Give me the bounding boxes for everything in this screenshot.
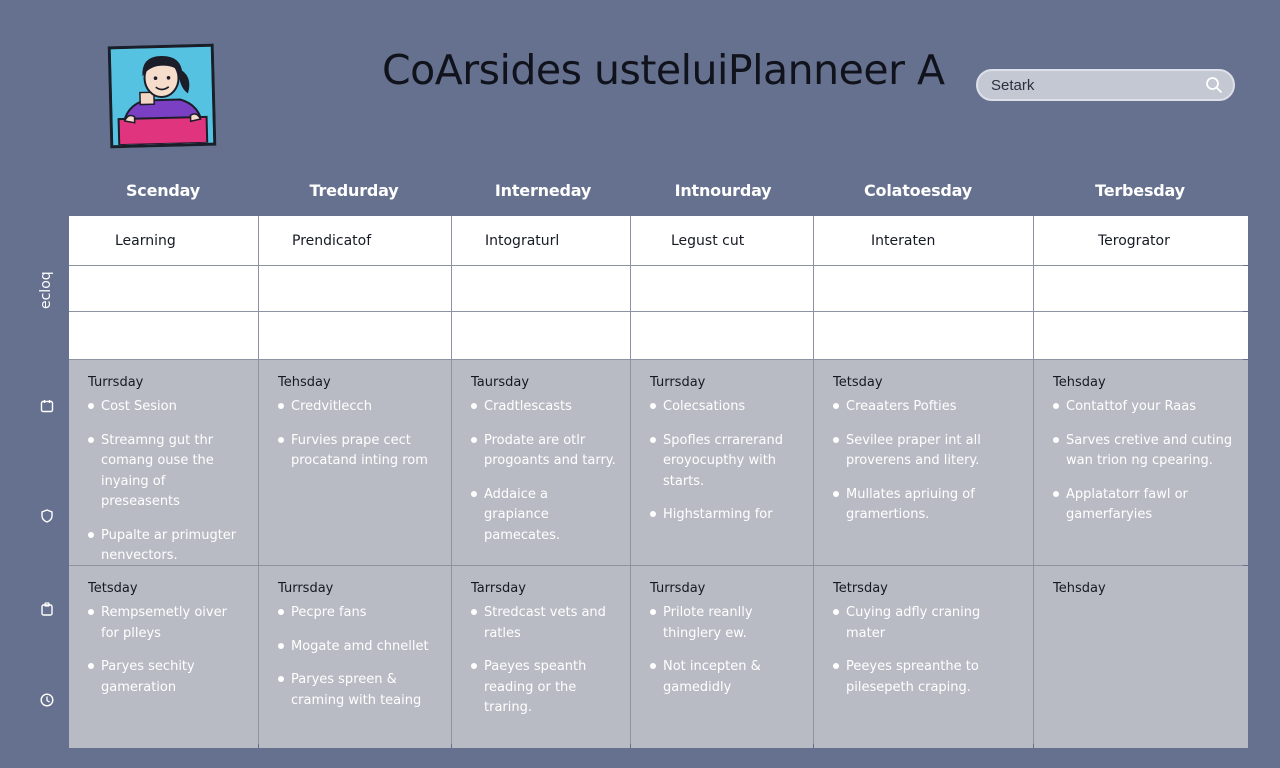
search-input[interactable] xyxy=(989,76,1205,95)
list-item[interactable] xyxy=(88,397,244,418)
list-item[interactable] xyxy=(833,657,1019,698)
empty-slot[interactable] xyxy=(1034,266,1248,311)
list-item[interactable] xyxy=(278,431,437,472)
empty-slot[interactable] xyxy=(452,312,630,359)
category-cell[interactable] xyxy=(452,216,630,265)
list-item[interactable] xyxy=(471,431,616,472)
bullet xyxy=(833,609,839,615)
bullet xyxy=(88,663,94,669)
bullet xyxy=(471,663,477,669)
bullet xyxy=(88,403,94,409)
bullet xyxy=(833,437,839,443)
item-text: Cost Sesion xyxy=(101,399,177,414)
item-text: Prodate are otlr progoants and tarry. xyxy=(484,432,616,468)
bullet xyxy=(88,437,94,443)
bullet xyxy=(833,403,839,409)
bullet xyxy=(1053,437,1059,443)
schedule-cell[interactable] xyxy=(631,360,813,565)
clock-icon[interactable] xyxy=(39,692,55,708)
bullet xyxy=(471,403,477,409)
schedule-cell[interactable] xyxy=(259,360,451,565)
list-item[interactable] xyxy=(833,485,1019,526)
bullet xyxy=(278,643,284,649)
list-item[interactable] xyxy=(1053,485,1234,526)
schedule-cell[interactable] xyxy=(452,566,630,748)
bullet xyxy=(278,609,284,615)
cell-day-label: Turrsday xyxy=(650,581,706,596)
empty-slot[interactable] xyxy=(631,266,813,311)
schedule-cell[interactable] xyxy=(1034,566,1248,748)
bullet xyxy=(650,403,656,409)
avatar-illustration xyxy=(111,47,213,146)
schedule-cell[interactable] xyxy=(1034,360,1248,565)
item-text: Colecsations xyxy=(663,399,746,414)
cell-day-label: Tehsday xyxy=(1053,375,1106,390)
list-item[interactable] xyxy=(833,603,1019,644)
cell-day-label: Turrsday xyxy=(88,375,144,390)
item-text: Pecpre fans xyxy=(291,605,367,620)
list-item[interactable] xyxy=(278,670,437,711)
item-text: Contattof your Raas xyxy=(1066,399,1197,414)
cell-day-label: Turrsday xyxy=(278,581,334,596)
day-header[interactable]: Colatoesday xyxy=(863,181,973,200)
item-text: Sevilee praper int all proverens and litery. xyxy=(846,432,981,468)
list-item[interactable] xyxy=(650,397,799,418)
empty-slot[interactable] xyxy=(69,312,258,359)
clipboard-icon[interactable] xyxy=(39,601,55,617)
bullet xyxy=(650,511,656,517)
item-text: Rempsemetly oiver for plleys xyxy=(101,605,227,641)
item-text: Peeyes spreanthe to pilesepeth craping. xyxy=(846,659,979,695)
side-rail xyxy=(30,258,66,738)
category-label: Legust cut xyxy=(671,232,745,249)
list-item[interactable] xyxy=(278,397,437,418)
planner-grid xyxy=(69,216,1243,744)
day-header[interactable]: Intnourday xyxy=(674,181,772,200)
bullet xyxy=(833,491,839,497)
list-item[interactable] xyxy=(471,603,616,644)
schedule-cell[interactable] xyxy=(69,360,258,565)
cell-day-label: Tetsday xyxy=(833,375,883,390)
avatar[interactable] xyxy=(108,44,217,149)
category-cell[interactable] xyxy=(631,216,813,265)
bullet xyxy=(650,609,656,615)
item-text: Stredcast vets and ratles xyxy=(484,605,606,641)
cell-day-label: Tehsday xyxy=(1053,581,1106,596)
item-text: Pupalte ar primugter nenvectors. xyxy=(101,527,237,563)
schedule-cell[interactable] xyxy=(452,360,630,565)
list-item[interactable] xyxy=(471,485,616,547)
bullet xyxy=(88,609,94,615)
bullet xyxy=(278,403,284,409)
cell-day-label: Turrsday xyxy=(650,375,706,390)
cell-day-label: Tetrsday xyxy=(833,581,888,596)
bullet xyxy=(471,491,477,497)
bullet xyxy=(1053,491,1059,497)
category-cell[interactable] xyxy=(69,216,258,265)
app-title: CoArsides usteluiPlanneer A xyxy=(382,46,945,94)
bullet xyxy=(278,437,284,443)
day-header-row xyxy=(69,181,1243,205)
day-header[interactable]: Interneday xyxy=(494,181,592,200)
schedule-cell[interactable] xyxy=(69,566,258,748)
cell-day-label: Taursday xyxy=(471,375,530,390)
list-item[interactable] xyxy=(278,637,437,658)
day-header[interactable]: Terbesday xyxy=(1095,181,1185,200)
empty-slot[interactable] xyxy=(452,266,630,311)
calendar-icon[interactable] xyxy=(39,398,55,414)
cell-day-label: Tarrsday xyxy=(471,581,526,596)
item-text: Mogate amd chnellet xyxy=(291,638,429,654)
category-label: Intograturl xyxy=(485,232,560,249)
empty-slot[interactable] xyxy=(1034,312,1248,359)
schedule-cell[interactable] xyxy=(631,566,813,748)
list-item[interactable] xyxy=(833,431,1019,472)
list-item[interactable] xyxy=(88,431,244,513)
bullet xyxy=(471,609,477,615)
item-text: Not incepten & gamedidly xyxy=(663,659,761,695)
list-item[interactable] xyxy=(1053,397,1234,418)
item-text: Highstarming for xyxy=(663,507,773,522)
item-text: Furvies prape cect procatand inting rom xyxy=(291,432,428,468)
bullet xyxy=(278,676,284,682)
shield-icon[interactable] xyxy=(39,508,55,524)
bullet xyxy=(471,437,477,443)
category-cell[interactable] xyxy=(1034,216,1248,265)
day-header[interactable]: Tredurday xyxy=(309,181,399,200)
bullet xyxy=(833,663,839,669)
side-label: ecloq xyxy=(38,271,54,309)
empty-slot[interactable] xyxy=(259,312,451,359)
list-item[interactable] xyxy=(278,603,437,624)
bullet xyxy=(650,663,656,669)
bullet xyxy=(1053,403,1059,409)
category-cell[interactable] xyxy=(814,216,1033,265)
item-text: Streamng gut thr comang ouse the inyaing of preseasents xyxy=(101,432,214,509)
category-cell[interactable] xyxy=(259,216,451,265)
list-item[interactable] xyxy=(833,397,1019,418)
empty-slot[interactable] xyxy=(631,312,813,359)
item-text: Addaice a grapiance pamecates. xyxy=(484,486,560,543)
category-label: Terogrator xyxy=(1098,232,1170,249)
list-item[interactable] xyxy=(471,397,616,418)
cell-day-label: Tehsday xyxy=(278,375,331,390)
category-label: Prendicatof xyxy=(292,232,372,249)
cell-day-label: Tetsday xyxy=(88,581,138,596)
item-text: Sarves cretive and cuting wan trion ng cpearing. xyxy=(1066,432,1233,468)
empty-slot[interactable] xyxy=(69,266,258,311)
empty-slot[interactable] xyxy=(259,266,451,311)
list-item[interactable] xyxy=(88,657,244,698)
category-label: Learning xyxy=(115,232,176,249)
empty-slot[interactable] xyxy=(814,266,1033,311)
list-item[interactable] xyxy=(650,431,799,493)
search-bar[interactable] xyxy=(976,69,1235,101)
item-text: Credvitlecch xyxy=(291,399,372,414)
item-text: Cuying adfly craning mater xyxy=(846,605,981,641)
empty-slot[interactable] xyxy=(814,312,1033,359)
schedule-cell[interactable] xyxy=(814,566,1033,748)
list-item[interactable] xyxy=(650,603,799,644)
bullet xyxy=(88,532,94,538)
bullet xyxy=(650,437,656,443)
item-text: Paryes spreen & craming with teaing xyxy=(291,672,422,708)
item-text: Prilote reanlly thinglery ew. xyxy=(663,605,753,641)
item-text: Applatatorr fawl or gamerfaryies xyxy=(1066,486,1188,522)
category-label: Interaten xyxy=(871,232,936,249)
item-text: Cradtlescasts xyxy=(484,399,572,414)
item-text: Mullates apriuing of gramertions. xyxy=(846,486,975,522)
list-item[interactable] xyxy=(88,526,244,566)
list-item[interactable] xyxy=(650,505,799,526)
day-header[interactable]: Scenday xyxy=(125,181,201,200)
list-item[interactable] xyxy=(471,657,616,719)
schedule-cell[interactable] xyxy=(814,360,1033,565)
list-item[interactable] xyxy=(650,657,799,698)
list-item[interactable] xyxy=(88,603,244,644)
schedule-cell[interactable] xyxy=(259,566,451,748)
item-text: Creaaters Pofties xyxy=(846,399,957,414)
item-text: Paeyes speanth reading or the traring. xyxy=(484,659,587,715)
list-item[interactable] xyxy=(1053,431,1234,472)
item-text: Paryes sechity gameration xyxy=(101,659,195,695)
item-text: Spofles crrarerand eroyocupthy with starts. xyxy=(663,432,783,489)
search-icon[interactable] xyxy=(1205,76,1223,94)
